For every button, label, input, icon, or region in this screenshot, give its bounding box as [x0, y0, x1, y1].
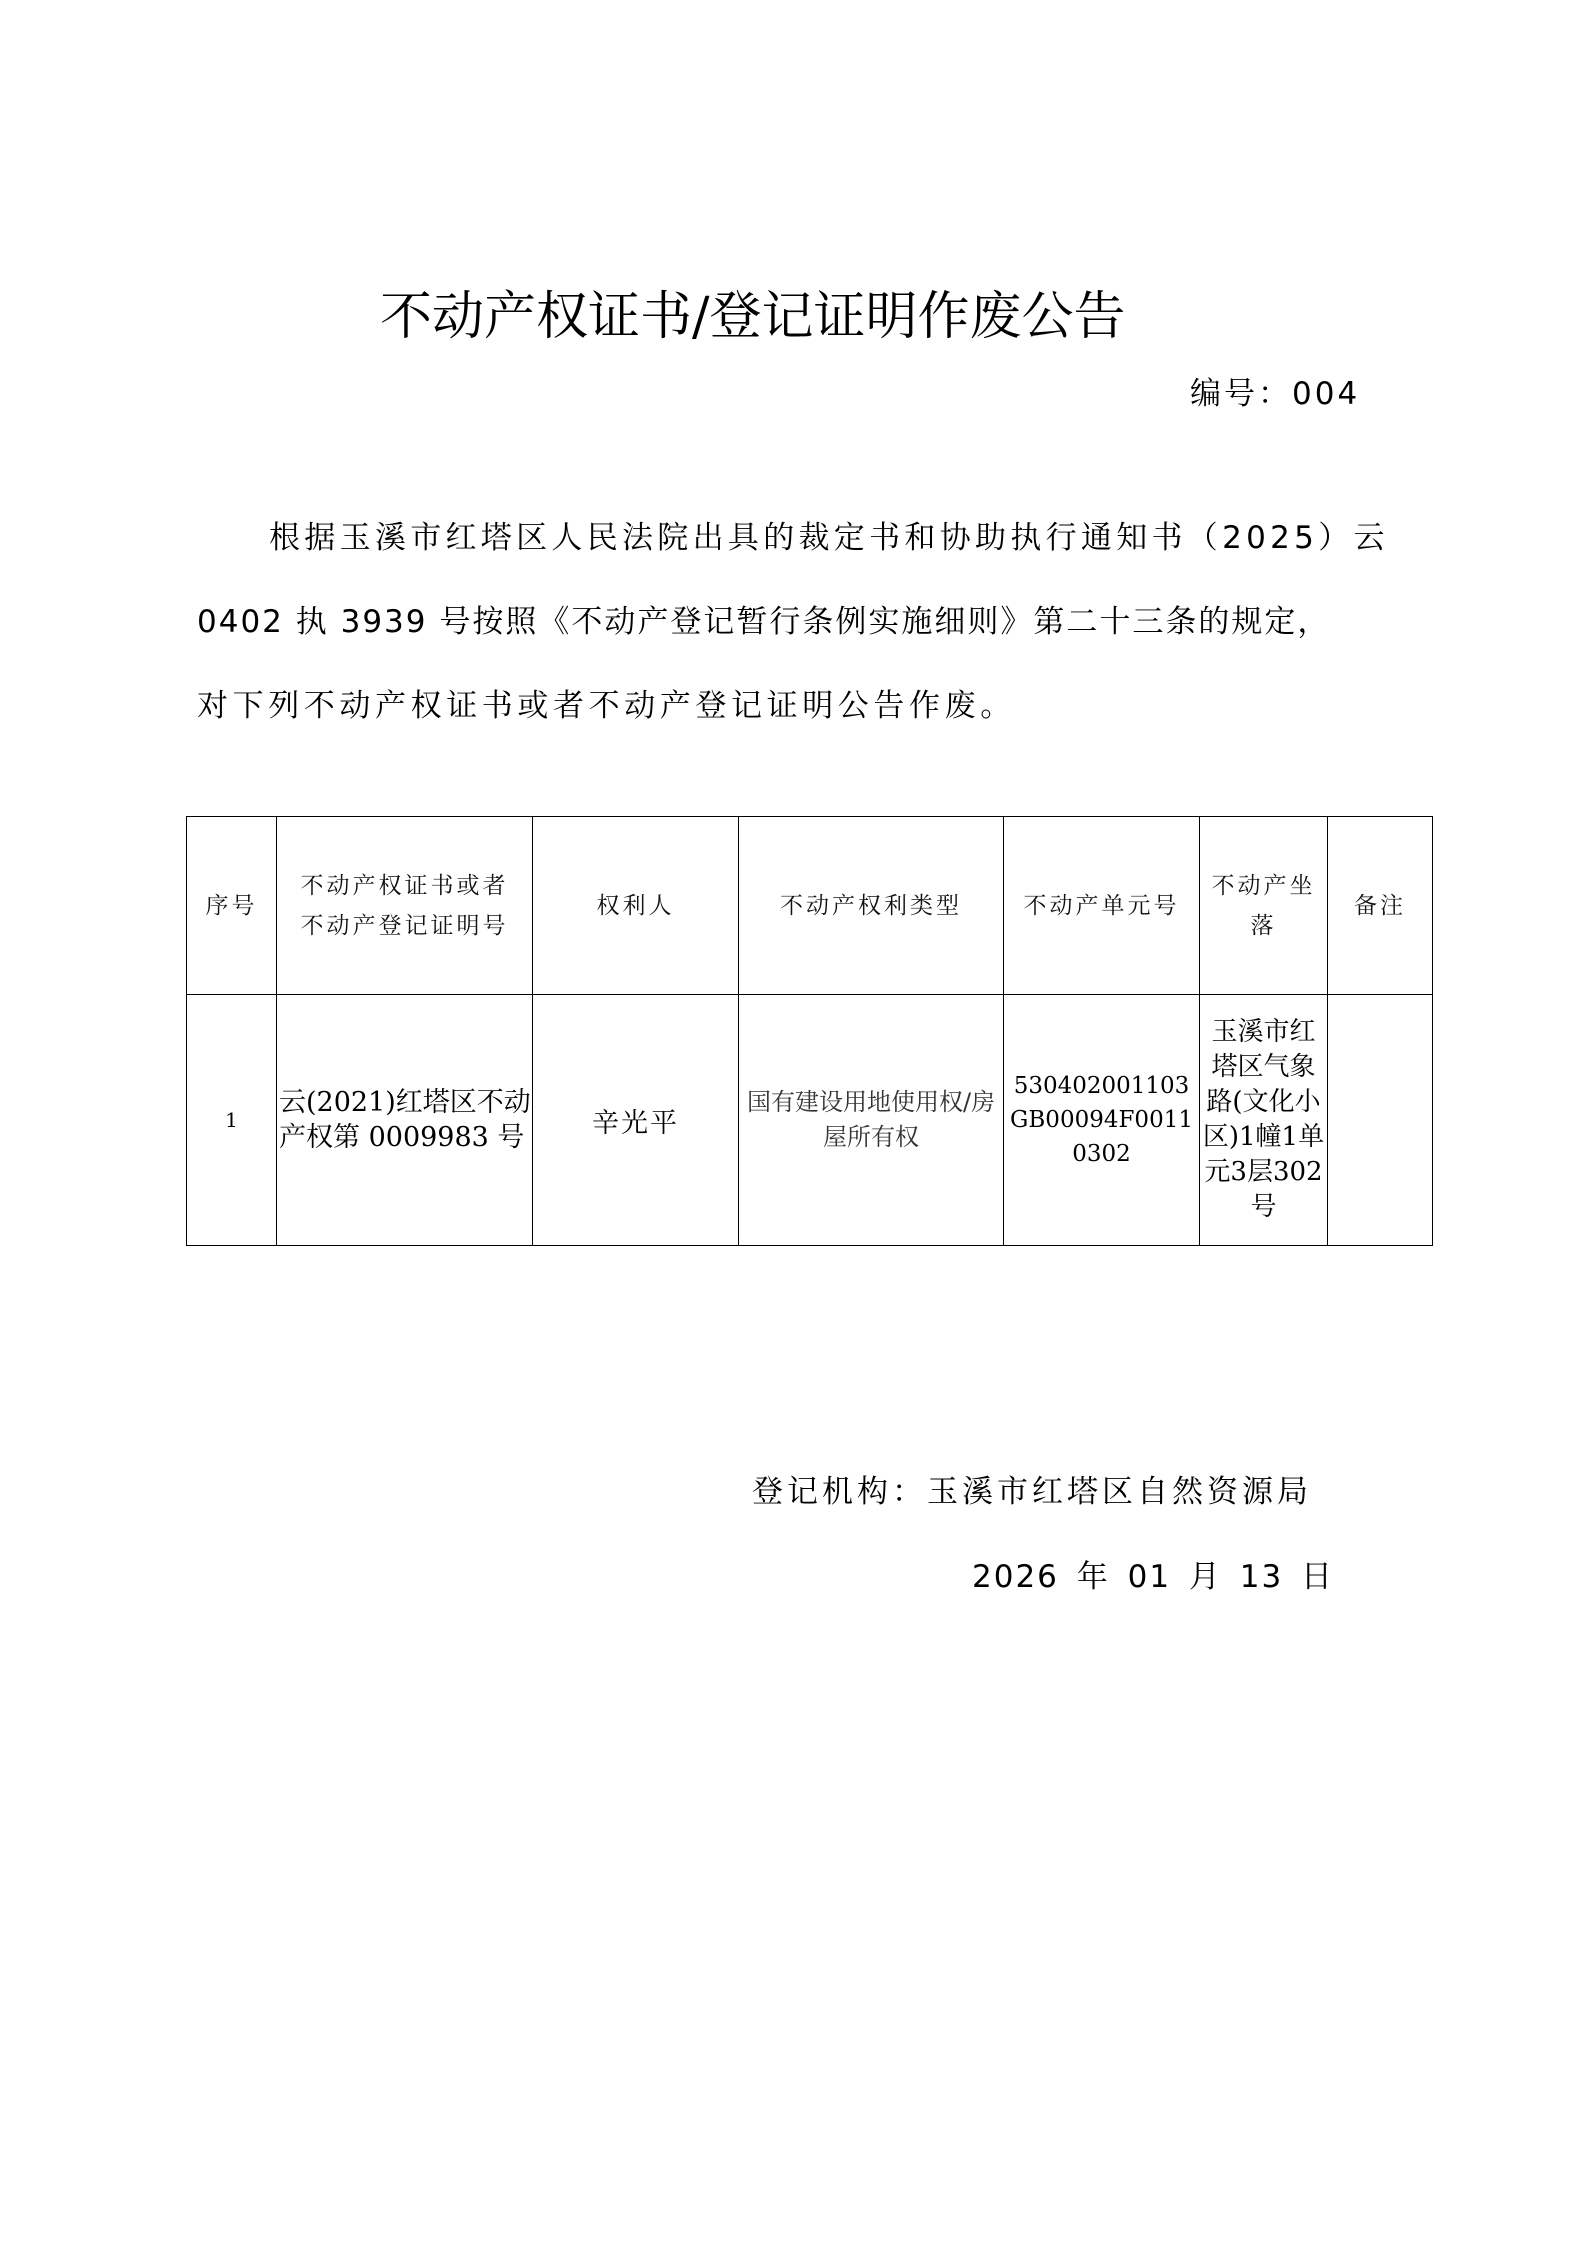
header-unit-no: 不动产单元号 — [1004, 817, 1200, 995]
cell-right-type — [739, 995, 1004, 1246]
page-title: 不动产权证书/登记证明作废公告 — [380, 287, 1126, 347]
header-cert-no — [277, 817, 533, 995]
notice-body — [197, 496, 1419, 748]
cell-cert-no: 云(2021)红塔区不动产权第 0009983 号 — [277, 995, 533, 1246]
cell-unit-no — [1004, 995, 1200, 1246]
cell-holder: 辛光平 — [533, 995, 739, 1246]
table-header-row — [187, 817, 1433, 995]
table-row — [187, 995, 1433, 1246]
header-cert-no-label: 不动产权证书或者不动产登记证明号 — [300, 872, 509, 939]
cell-location — [1200, 995, 1328, 1246]
cell-location-text: 玉溪市红塔区气象路(文化小区)1幢1单元3层302号 — [1202, 1017, 1325, 1222]
header-location — [1200, 817, 1328, 995]
body-line-2: 0402 执 3939 号按照《不动产登记暂行条例实施细则》第二十三条的规定， — [197, 604, 1331, 640]
header-holder: 权利人 — [533, 817, 739, 995]
serial-label: 编号： — [1190, 376, 1292, 412]
header-seq: 序号 — [187, 817, 277, 995]
cell-right-type-text: 国有建设用地使用权/房屋所有权 — [746, 1088, 996, 1151]
registration-authority: 登记机构：玉溪市红塔区自然资源局 — [752, 1474, 1312, 1510]
header-right-type: 不动产权利类型 — [739, 817, 1004, 995]
body-line-1: 根据玉溪市红塔区人民法院出具的裁定书和协助执行通知书（2025）云 — [269, 520, 1389, 556]
cell-remark — [1328, 995, 1433, 1246]
header-location-label: 不动产坐落 — [1211, 872, 1316, 939]
notice-date: 2026 年 01 月 13 日 — [972, 1559, 1335, 1595]
header-remark: 备注 — [1328, 817, 1433, 995]
void-certificate-table — [186, 816, 1433, 1246]
cell-seq: 1 — [187, 995, 277, 1246]
serial-number — [1190, 372, 1360, 416]
serial-value: 004 — [1292, 376, 1361, 412]
body-line-3: 对下列不动产权证书或者不动产登记证明公告作废。 — [197, 688, 1016, 724]
cell-unit-no-text: 530402001103GB00094F00110302 — [1010, 1073, 1193, 1167]
